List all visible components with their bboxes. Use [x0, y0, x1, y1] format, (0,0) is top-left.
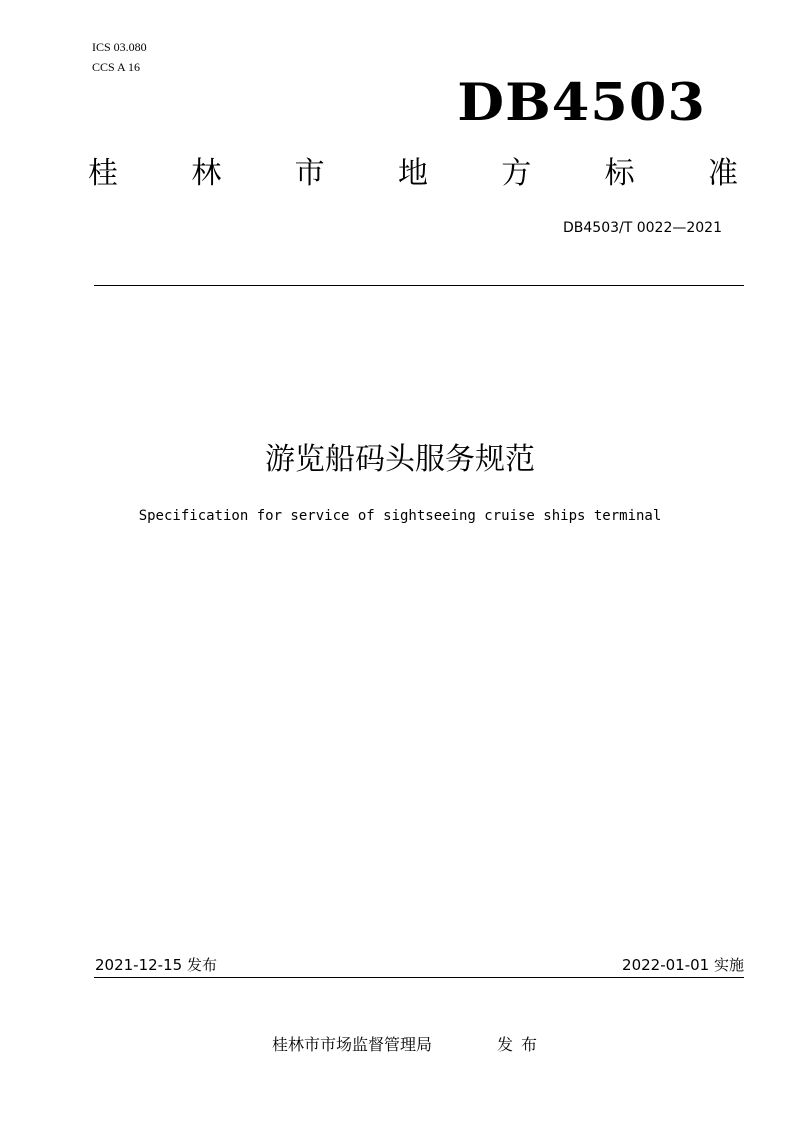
- standard-type-heading: [88, 152, 738, 196]
- standard-type-char: 林: [191, 156, 222, 191]
- bottom-divider: [94, 977, 744, 978]
- standard-type-char: 方: [501, 156, 532, 191]
- ccs-code: CCS A 16: [92, 60, 141, 74]
- standard-type-char: 市: [294, 156, 325, 191]
- ics-code: ICS 03.080: [92, 40, 147, 54]
- standard-code: DB4503/T 0022—2021: [563, 220, 722, 236]
- standard-type-char: 桂: [88, 156, 118, 191]
- db-logo: DB4503: [457, 71, 706, 133]
- implementation-date: 2022-01-01 实施: [622, 956, 744, 974]
- publisher-name: 桂林市市场监督管理局: [272, 1035, 433, 1054]
- standard-type-char: 标: [604, 156, 635, 191]
- publish-label: 发布: [497, 1035, 546, 1054]
- standard-type-char: 地: [397, 156, 428, 191]
- issue-date: 2021-12-15 发布: [95, 956, 217, 974]
- standard-type-char: 准: [707, 156, 738, 191]
- document-title-english: Specification for service of sightseeing cruise ships terminal: [138, 508, 662, 524]
- top-divider: [94, 285, 744, 286]
- document-title-chinese: 游览船码头服务规范: [265, 442, 535, 477]
